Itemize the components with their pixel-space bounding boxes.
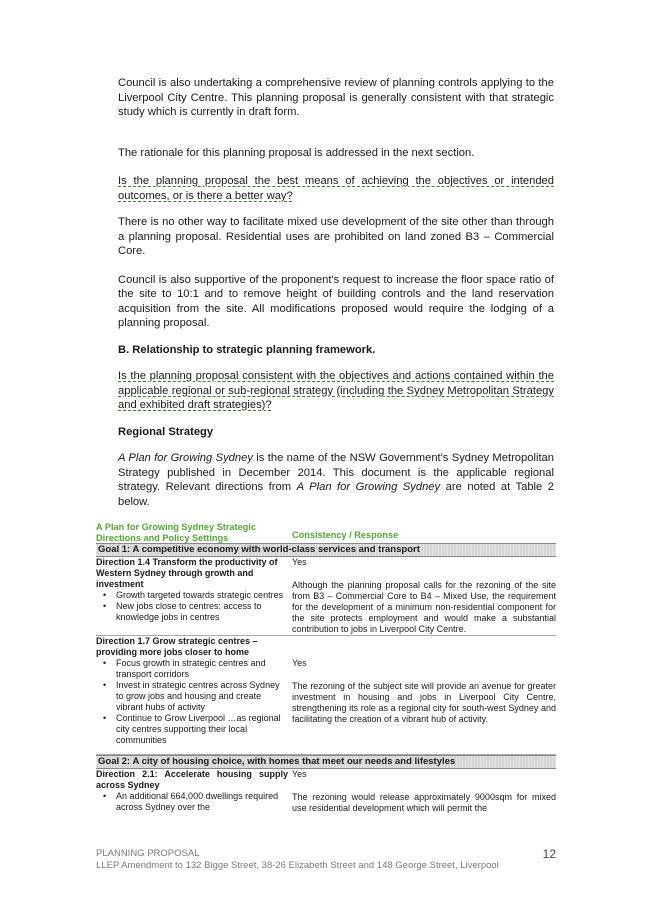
page-footer	[96, 848, 556, 872]
paragraph-no-other-way: There is no other way to facilitate mixed use development of the site other than through a planning proposal. Residential uses are prohibited on land zoned B3 – Commercial Core.	[118, 216, 554, 257]
plan-title-italic-2: A Plan for Growing Sydney	[296, 481, 441, 493]
response-cell	[292, 769, 556, 814]
direction-cell	[96, 636, 292, 754]
paragraph-city-centre-review: Council is also undertaking a comprehensive review of planning controls applying to the Liverpool City Centre. This planning proposal is generally consistent with that strategic study which is currently in draft form.	[118, 77, 554, 118]
goal-1-row: Goal 1: A competitive economy with world-class services and transport	[96, 543, 556, 557]
table-header	[96, 522, 556, 543]
direction-cell	[96, 557, 292, 635]
list-item: • Invest in strategic centres across Sydney to grow jobs and housing and create vibrant hubs of activity	[116, 680, 288, 713]
direction-1-4-bullets	[96, 590, 288, 623]
direction-1-7-title: Direction 1.7 Grow strategic centres – providing more jobs closer to home	[96, 636, 258, 657]
paragraph-council-supportive: Council is also supportive of the proponent's request to increase the floor space ratio of the site to 10:1 and to remove height of building controls and the land reservation acquisition from the site. All modifications proposed would require the lodging of a planning proposal.	[118, 273, 554, 329]
plan-text-end: are noted at Table 2 below.	[118, 481, 555, 508]
footer-subtitle: LLEP Amendment to 132 Bigge Street, 38-26 Elizabeth Street and 148 George Street, Liverpool	[96, 860, 499, 871]
plan-text-middle: is the name of the NSW Government's Sydney Metropolitan Strategy published in December 2014. This document is the applicable regional strategy. Relevant directions from	[118, 452, 554, 493]
strategy-table	[96, 522, 556, 814]
list-item: • Growth targeted towards strategic centres	[116, 590, 288, 601]
direction-2-1-title: Direction 2.1: Accelerate housing supply across Sydney	[96, 769, 288, 790]
paragraph-rationale: The rationale for this planning proposal is addressed in the next section.	[118, 146, 475, 159]
table-row	[96, 769, 556, 814]
regional-strategy-heading: Regional Strategy	[118, 425, 214, 438]
direction-1-7-response: The rezoning of the subject site will provide an avenue for greater investment in housing and jobs in Liverpool City Centre, strengthening its role as a regional city for south-west Sydney and facilitating the creation of a vibrant hub of activity.	[292, 681, 556, 724]
consistency-yes: Yes	[292, 557, 307, 567]
direction-cell	[96, 769, 292, 814]
response-cell	[292, 636, 556, 754]
list-item: • Continue to Grow Liverpool …as regional city centres supporting their local communities	[116, 713, 288, 746]
body-text	[118, 76, 554, 509]
page-number: 12	[542, 847, 556, 861]
list-item: • Focus growth in strategic centres and transport corridors	[116, 658, 288, 680]
table-row	[96, 636, 556, 755]
table-header-directions: A Plan for Growing Sydney Strategic Directions and Policy Settings	[96, 522, 256, 543]
response-cell	[292, 557, 556, 635]
direction-1-4-response: Although the planning proposal calls for the rezoning of the site from B3 – Commercial Core to B4 – Mixed Use, the requirement for the development of a minimum non-residential component for the site protects employment and would make a substantial contribution to jobs in Liverpool City Centre.	[292, 580, 556, 634]
consistency-yes: Yes	[292, 658, 307, 668]
direction-2-1-bullets	[96, 791, 288, 813]
list-item: • An additional 664,000 dwellings required across Sydney over the	[116, 791, 288, 813]
paragraph-plan-for-growing-sydney	[118, 451, 554, 509]
direction-1-7-bullets	[96, 658, 288, 746]
table-row	[96, 557, 556, 636]
table-header-response: Consistency / Response	[292, 530, 399, 540]
direction-1-4-title: Direction 1.4 Transform the productivity of Western Sydney through growth and investment	[96, 557, 278, 589]
plan-title-italic: A Plan for Growing Sydney	[118, 452, 253, 464]
section-b-heading: B. Relationship to strategic planning framework.	[118, 343, 376, 356]
direction-2-1-response: The rezoning would release approximately 9000sqm for mixed use residential development which will permit the	[292, 792, 556, 813]
consistency-yes: Yes	[292, 769, 307, 779]
list-item: • New jobs close to centres: access to knowledge jobs in centres	[116, 601, 288, 623]
question-consistency: Is the planning proposal consistent with the objectives and actions contained within the applicable regional or sub-regional strategy (including the Sydney Metropolitan Strategy and exhibited draft strategies)?	[118, 370, 554, 411]
goal-2-row: Goal 2: A city of housing choice, with homes that meet our needs and lifestyles	[96, 755, 556, 769]
question-best-means: Is the planning proposal the best means of achieving the objectives or intended outcomes, or is there a better way?	[118, 175, 554, 202]
footer-title: PLANNING PROPOSAL	[96, 848, 200, 859]
